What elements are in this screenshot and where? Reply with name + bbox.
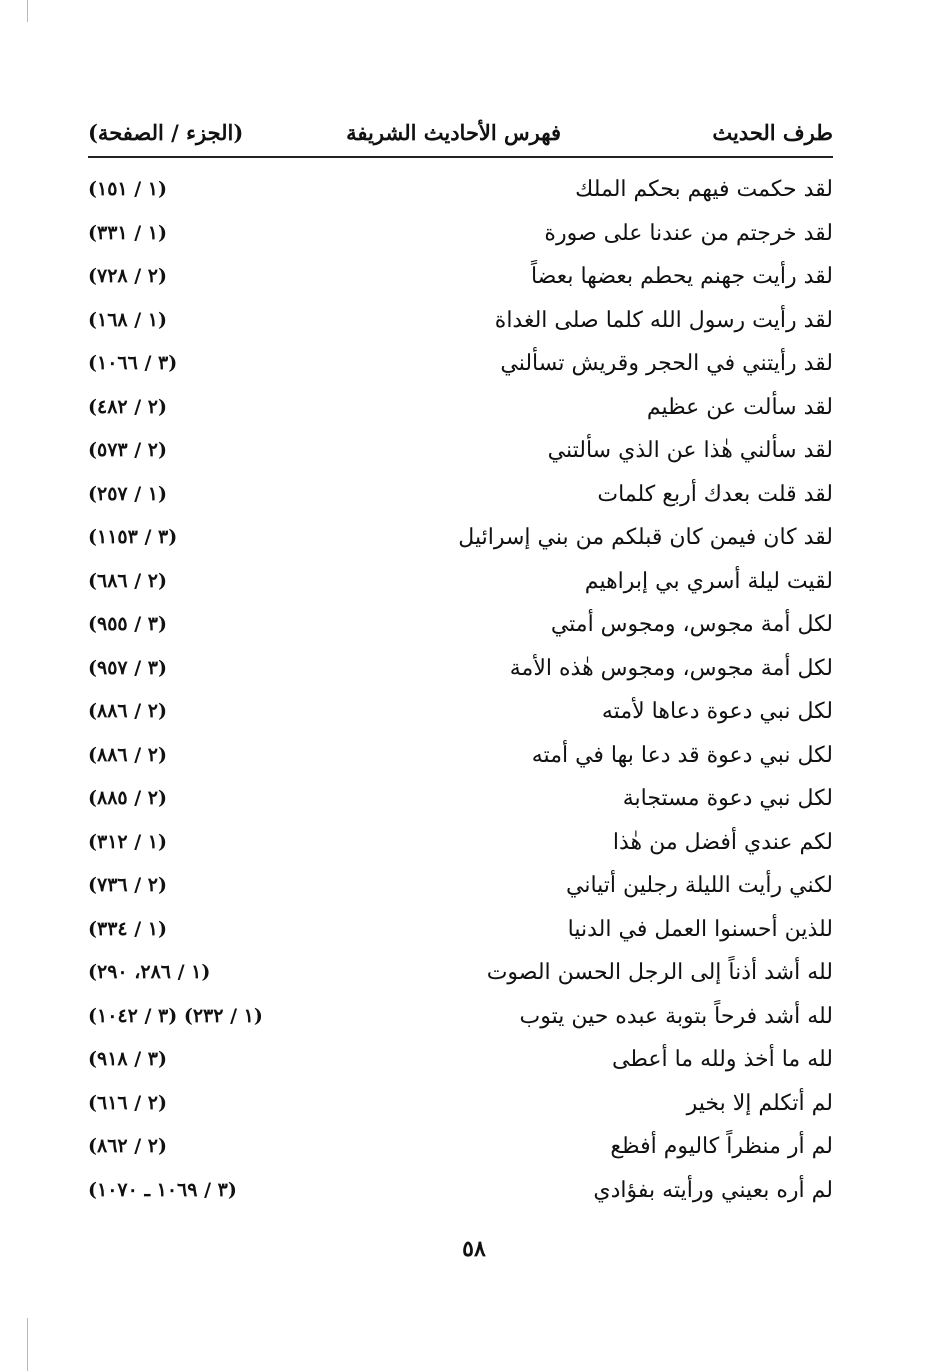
- volume-page-ref: (٢ / ٨٦٢): [88, 1135, 168, 1157]
- hadith-text: لقيت ليلة أسري بي إبراهيم: [584, 568, 833, 594]
- hadith-text: لم أتكلم إلا بخير: [686, 1090, 833, 1116]
- scan-edge-mark: [27, 0, 28, 22]
- volume-page-ref: (١ / ١٦٨): [88, 308, 168, 331]
- hadith-index-list: [88, 168, 833, 1212]
- volume-page-ref: (٢ / ٦١٦): [88, 1091, 168, 1114]
- hadith-text: لم أر منظراً كاليوم أفظع: [610, 1134, 833, 1159]
- index-entry: [88, 516, 833, 560]
- index-entry: [88, 734, 833, 778]
- index-entry: [88, 777, 833, 821]
- hadith-text: لقد رأيت جهنم يحطم بعضها بعضاً: [530, 264, 833, 289]
- index-entry: [88, 1169, 833, 1213]
- index-entry: [88, 212, 833, 256]
- hadith-text: لقد سألني هٰذا عن الذي سألتني: [547, 438, 833, 463]
- volume-page-ref: (٣ / ٩٥٧): [88, 656, 168, 679]
- index-entry: [88, 473, 833, 517]
- hadith-text: لقد قلت بعدك أربع كلمات: [597, 481, 833, 507]
- volume-page-ref: (٣ / ١٠٦٩ ـ ١٠٧٠): [88, 1178, 237, 1201]
- index-entry: [88, 995, 833, 1039]
- volume-page-ref: (١ / ٣١٢): [88, 830, 168, 853]
- hadith-text: لكل أمة مجوس، ومجوس أمتي: [550, 612, 833, 637]
- running-header: [88, 115, 833, 151]
- volume-page-ref: (٣ / ٩٥٥): [88, 613, 168, 635]
- hadith-text: لقد خرجتم من عندنا على صورة: [544, 220, 833, 246]
- scan-edge-mark: [27, 1318, 28, 1371]
- hadith-text: لكل أمة مجوس، ومجوس هٰذه الأمة: [509, 655, 833, 681]
- volume-page-ref: (٢ / ٨٨٦): [88, 700, 168, 722]
- index-entry: [88, 690, 833, 734]
- index-entry: [88, 429, 833, 473]
- hadith-text: لكل نبي دعوة مستجابة: [622, 786, 833, 811]
- hadith-text: لكل نبي دعوة قد دعا بها في أمته: [531, 742, 833, 768]
- page-number: ٥٨: [462, 1236, 486, 1262]
- index-entry: [88, 647, 833, 691]
- volume-page-ref: (٢ / ٥٧٣): [88, 439, 168, 461]
- volume-page-ref: (٣ / ١٠٦٦): [88, 352, 178, 374]
- index-entry: [88, 255, 833, 299]
- volume-page-ref: (١ / ٣٣٤): [88, 917, 168, 940]
- hadith-text: للذين أحسنوا العمل في الدنيا: [567, 916, 833, 942]
- index-entry: [88, 1082, 833, 1126]
- hadith-text: لله ما أخذ ولله ما أعطى: [611, 1047, 833, 1072]
- volume-page-ref: (١ / ٢٥٧): [88, 482, 168, 505]
- index-entry: [88, 560, 833, 604]
- index-entry: [88, 603, 833, 647]
- hadith-text: لقد حكمت فيهم بحكم الملك: [575, 177, 833, 202]
- hadith-text: لله أشد أذناً إلى الرجل الحسن الصوت: [486, 960, 833, 985]
- volume-page-ref: (٢ / ٤٨٢): [88, 395, 168, 418]
- hadith-text: لقد سألت عن عظيم: [646, 394, 833, 420]
- index-entry: [88, 821, 833, 865]
- hadith-text: لقد رأيتني في الحجر وقريش تسألني: [500, 351, 833, 376]
- volume-page-ref: (١ / ١٥١): [88, 178, 168, 200]
- volume-page-ref: (٢ / ٨٨٥): [88, 787, 168, 809]
- index-entry: [88, 342, 833, 386]
- index-entry: [88, 299, 833, 343]
- volume-page-ref: (١ / ٣٣١): [88, 221, 168, 244]
- header-rule: [88, 156, 833, 158]
- index-entry: [88, 168, 833, 212]
- volume-page-ref: (٢ / ٧٢٨): [88, 265, 168, 287]
- index-entry: [88, 1125, 833, 1169]
- volume-page-ref: (٢ / ٦٨٦): [88, 569, 168, 592]
- index-entry: [88, 908, 833, 952]
- index-entry: [88, 386, 833, 430]
- hadith-text: لقد كان فيمن كان قبلكم من بني إسرائيل: [458, 525, 833, 550]
- index-entry: [88, 951, 833, 995]
- volume-page-ref: (٣ / ١١٥٣): [88, 526, 178, 548]
- volume-page-ref: (١ / ٢٣٢) (٣ / ١٠٤٢): [88, 1004, 263, 1027]
- index-entry: [88, 864, 833, 908]
- hadith-text: لم أره بعيني ورأيته بفؤادي: [593, 1177, 833, 1203]
- volume-page-ref: (١ / ٢٨٦، ٢٩٠): [88, 961, 211, 983]
- hadith-text: لقد رأيت رسول الله كلما صلى الغداة: [494, 307, 833, 333]
- hadith-text: لكم عندي أفضل من هٰذا: [612, 829, 833, 855]
- hadith-text: لكل نبي دعوة دعاها لأمته: [601, 699, 833, 724]
- volume-page-ref: (٢ / ٧٣٦): [88, 874, 168, 896]
- hadith-text: لله أشد فرحاً بتوبة عبده حين يتوب: [519, 1003, 833, 1029]
- volume-page-ref: (٣ / ٩١٨): [88, 1048, 168, 1070]
- header-hadith-column-label: طرف الحديث: [712, 120, 833, 145]
- volume-page-ref: (٢ / ٨٨٦): [88, 743, 168, 766]
- header-volume-page-label: (الجزء / الصفحة): [88, 120, 244, 145]
- header-index-title: فهرس الأحاديث الشريفة: [346, 120, 561, 145]
- hadith-text: لكني رأيت الليلة رجلين أتياني: [565, 873, 833, 898]
- index-entry: [88, 1038, 833, 1082]
